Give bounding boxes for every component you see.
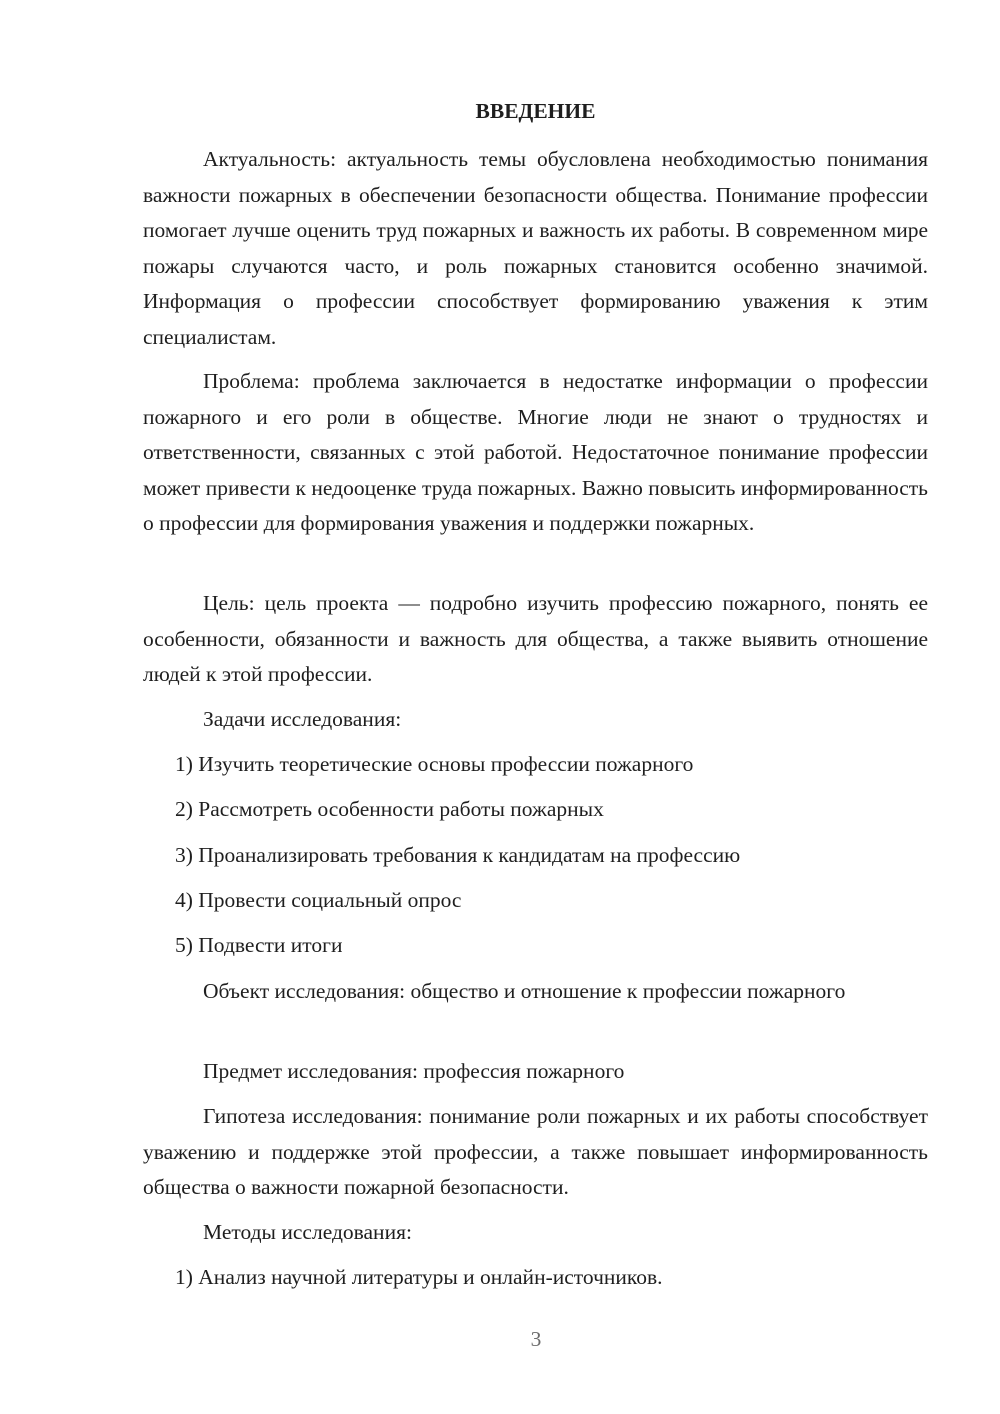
tasks-title: Задачи исследования:	[203, 707, 402, 731]
task-item: 4) Провести социальный опрос	[175, 888, 462, 912]
page-heading: ВВЕДЕНИЕ	[475, 99, 596, 123]
task-item: 5) Подвести итоги	[175, 933, 343, 957]
paragraph-goal: Цель: цель проекта — подробно изучить профессию пожарного, понять ее особенности, обязанности и важность для общества, а также выявить отношение людей к этой профессии.	[143, 591, 928, 686]
method-item: 1) Анализ научной литературы и онлайн-источников.	[175, 1265, 663, 1289]
page-number: 3	[530, 1327, 542, 1351]
task-item: 2) Рассмотреть особенности работы пожарных	[175, 797, 604, 821]
paragraph-problem: Проблема: проблема заключается в недостатке информации о профессии пожарного и его роли в обществе. Многие люди не знают о трудностях и ответственности, связанных с этой работой. Недостаточное понимание профессии может привести к недооценке труда пожарных. Важно повысить информированность о профессии для формирования уважения и поддержки пожарных.	[143, 369, 928, 535]
methods-title: Методы исследования:	[203, 1220, 412, 1244]
paragraph-subject: Предмет исследования: профессия пожарного	[203, 1059, 625, 1083]
task-item: 3) Проанализировать требования к кандидатам на профессию	[175, 843, 741, 867]
paragraph-object: Объект исследования: общество и отношение к профессии пожарного	[203, 979, 846, 1003]
task-item: 1) Изучить теоретические основы профессии пожарного	[175, 752, 694, 776]
paragraph-hypothesis: Гипотеза исследования: понимание роли пожарных и их работы способствует уважению и поддержке этой профессии, а также повышает информированность общества о важности пожарной безопасности.	[143, 1104, 928, 1199]
paragraph-relevance: Актуальность: актуальность темы обусловлена необходимостью понимания важности пожарных в обеспечении безопасности общества. Понимание профессии помогает лучше оценить труд пожарных и важность их работы. В современном мире пожары случаются часто, и роль пожарных становится особенно значимой. Информация о профессии способствует формированию уважения к этим специалистам.	[143, 147, 928, 349]
